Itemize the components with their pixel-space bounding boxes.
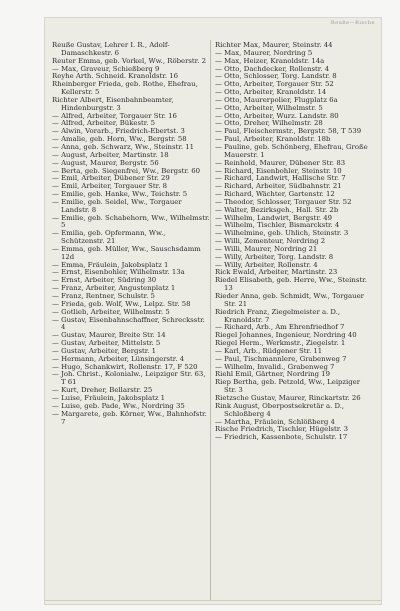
directory-entry: — Kurt, Dreher, Bellarstr. 25	[52, 386, 153, 395]
directory-entry: — Karl, Arb., Rüdgener Str. 11	[215, 346, 323, 355]
directory-entry: — August, Maurer, Bergstr. 56	[52, 158, 159, 167]
running-header: Reuße—Rische	[330, 20, 375, 26]
directory-entry: — Berta, geb. Siegenfrei, Ww., Bergstr. 60	[52, 166, 201, 175]
directory-entry: — Pauline, geb. Schönberg, Ehefrau, Große Mauerstr. 1	[215, 142, 368, 159]
directory-entry: — Richard, Wächter, Gartenstr. 12	[215, 190, 335, 199]
directory-entry: — Franz, Arbeiter, Angustenplatz 1	[52, 284, 176, 293]
directory-entry: — Willy, Arbeiter, Torg. Landstr. 8	[215, 252, 334, 261]
directory-entry: Riegel Johannes, Ingenieur, Nordring 40	[215, 331, 357, 340]
directory-entry: — Richard, Eisenbohler, Steinstr. 10	[215, 166, 342, 175]
directory-entry: Richter Max, Maurer, Steinstr. 44	[215, 41, 333, 49]
directory-entry: — Friedrich, Kassenbote, Schulstr. 17	[215, 433, 348, 442]
directory-entry: — Martha, Fräulein, Schlößberg 4	[215, 417, 335, 426]
directory-entry: Reuße Gustav, Lehrer I. R., Adolf-Damaschkestr. 6	[52, 41, 170, 57]
directory-entry: — Hermann, Arbeiter, Lünsingerstr. 4	[52, 354, 185, 363]
directory-entry: — Gustav, Arbeiter, Bergstr. 1	[52, 346, 157, 355]
directory-entry: — Willy, Arbeiter, Rollenstr. 4	[215, 260, 318, 269]
directory-entry: Riehl Emil, Gärtner, Nordring 19	[215, 370, 330, 379]
directory-entry: — Richard, Arbeiter, Südbahnstr. 21	[215, 182, 342, 191]
directory-entry: Reyhe Arth. Schneid. Kranoldstr. 16	[52, 72, 178, 81]
directory-entry: — Wilhelm, Tischler, Bismarckstr. 4	[215, 221, 340, 230]
directory-entry: — Max, Maurer, Nordring 5	[215, 48, 313, 57]
directory-entry: — Frieda, geb. Wolf, Ww., Lelpz. Str. 58	[52, 299, 191, 308]
directory-entry: — Emilia, geb. Opfermann, Ww., Schützenstr. 21	[52, 229, 166, 246]
directory-entry: — Otto, Schlosser, Torg. Landstr. 8	[215, 72, 337, 81]
directory-entry: — Max, Graveur, Schießberg 9	[52, 64, 160, 73]
directory-entry: — Luise, geb. Pade, Ww., Nordring 35	[52, 401, 185, 410]
directory-entry: — Alfred, Arbeiter, Torgauer Str. 16	[52, 111, 177, 120]
directory-entry: — Paul, Tischmannlere, Grabenweg 7	[215, 354, 347, 363]
directory-entry: — Gustav, Maurer, Breite Str. 14	[52, 331, 166, 340]
directory-entry: — Franz, Rentner, Schulstr. 5	[52, 292, 155, 300]
directory-entry: Rische Friedrich, Tischler, Hügelstr. 3	[215, 425, 349, 434]
directory-entry: — Emma, Fräulein, Jakobsplatz 1	[52, 260, 169, 269]
directory-entry: Rink August, Oberpostsekretär a. D., Schloßberg 4	[215, 401, 345, 418]
directory-entry: — Gustav, Eisenbahnschaffner, Schrecksstr. 4	[52, 315, 205, 332]
directory-entry: — Wilhelmine, geb. Uhlich, Steinstr. 3	[215, 229, 349, 238]
directory-entry: — Wilhelm, Landwirt, Bergstr. 49	[215, 213, 332, 222]
directory-entry: — Otto, Arbeiter, Torgauer Str. 52	[215, 80, 334, 89]
directory-entry: — Emil, Arbeiter, Torgauer Str. 8	[52, 182, 167, 191]
directory-entry: Riedel Elisabeth, geb. Herre, Ww., Steinstr. 13	[215, 276, 367, 293]
directory-entry: — Emilie, geb. Seidel, Ww., Torgauer Landstr. 8	[52, 197, 182, 214]
directory-entry: — Otto, Arbeiter, Wurz. Landstr. 80	[215, 111, 339, 120]
right-column	[215, 42, 373, 442]
directory-entry: Rheinberger Frieda, geb. Rothe, Ehefrau, Kellerstr. 5	[52, 80, 198, 97]
directory-entry: — Gustav, Arbeiter, Mittelstr. 5	[52, 339, 161, 348]
directory-entry: — Willi, Maurer, Nordring 21	[215, 244, 318, 253]
directory-entry: — Joh. Christ., Kolonialw., Leipziger Str. 63, T 61	[52, 370, 206, 387]
directory-entry: — Otto, Arbeiter, Kranoldstr. 14	[215, 88, 327, 97]
directory-entry: — Emilie, geb. Schabehorn, Ww., Wilhelmstr. 5	[52, 213, 210, 230]
directory-entry: — Emilie, geb. Hanke, Ww., Teichstr. 5	[52, 190, 188, 199]
column-divider	[210, 40, 211, 600]
left-column	[52, 42, 210, 426]
directory-entry: — Paul, Fleischermstr., Bergstr. 58, T 539	[215, 127, 362, 136]
directory-entry: — Hugo, Schankwirt, Rollenstr. 17, F 520	[52, 362, 198, 371]
directory-entry: — Amalie, geb. Horn, Ww., Bergstr. 58	[52, 135, 187, 144]
directory-entry: — Otto, Dreher, Wilhelmstr. 28	[215, 119, 323, 128]
directory-entry: — Gotlieb, Arbeiter, Wilhelmstr. 5	[52, 307, 170, 316]
directory-entry: — Ernst, Eisenbohler, Wilhelmstr. 13a	[52, 268, 185, 277]
directory-entry: — Margarete, geb. Körner, Ww., Bahnhofstr. 7	[52, 409, 207, 426]
directory-entry: — Richard, Arb., Am Ehrenfriedhof 7	[215, 323, 345, 332]
directory-entry: Reuter Emma, geb. Vorkel, Ww., Röberstr. 2	[52, 56, 206, 65]
directory-entry: Rieder Anna, geb. Schmidt, Ww., Torgauer Str. 21	[215, 292, 364, 308]
directory-entry: — Alwin, Vorarb., Friedrich-Ebertst. 3	[52, 127, 185, 136]
directory-entry: — Otto, Arbeiter, Wilhelmstr. 5	[215, 103, 323, 112]
directory-entry: — Anna, geb. Schwarz, Ww., Steinstr. 11	[52, 142, 194, 151]
directory-entry: — Richard, Landwirt, Hallische Str. 7	[215, 174, 346, 183]
directory-entry: — August, Arbeiter, Martinstr. 18	[52, 150, 169, 159]
directory-entry: Rick Ewald, Arbeiter, Martinstr. 23	[215, 268, 338, 277]
directory-entry: — Emil, Arbeiter, Dübener Str. 29	[52, 174, 170, 183]
directory-page	[45, 18, 381, 604]
directory-entry: — Emma, geb. Müller, Ww., Sauschsdamm 12d	[52, 244, 201, 261]
directory-entry: Richter Albert, Eisenbahnbeamter, Hindenburgstr. 3	[52, 95, 174, 112]
directory-entry: — Paul, Arbeiter, Kranoldstr. 18b	[215, 135, 331, 144]
directory-entry: — Otto, Dachdecker, Rollenstr. 4	[215, 64, 330, 73]
directory-entry: — Otto, Maurerpolier, Flugplatz 6a	[215, 95, 338, 104]
directory-entry: — Wilhelm, Invalid., Grabenweg 7	[215, 362, 335, 371]
directory-entry: — Theodor, Schlosser, Torgauer Str. 52	[215, 197, 352, 206]
directory-entry: Rietzsche Gustav, Maurer, Rinckartstr. 26	[215, 393, 361, 402]
directory-entry: — Max, Heizer, Kranoldstr. 14a	[215, 56, 325, 65]
directory-entry: — Luise, Fräulein, Jakobsplatz 1	[52, 393, 166, 402]
directory-entry: Riedrich Franz, Ziegelmeister a. D., Kranoldstr. 7	[215, 307, 341, 324]
directory-entry: — Ernst, Arbeiter, Südring 30	[52, 276, 157, 285]
bottom-rule	[45, 600, 381, 601]
directory-entry: — Walter, Bezirksgeh., Hall. Str. 2b	[215, 205, 339, 214]
directory-entry: — Willi, Zementeur, Nordring 2	[215, 237, 326, 246]
directory-entry: Riep Bertha, geb. Petzold, Ww., Leipziger Str. 3	[215, 378, 361, 395]
directory-entry: — Reinhold, Maurer, Dübener Str. 83	[215, 158, 346, 167]
directory-entry: Riegel Herm., Werkmstr., Ziegelstr. 1	[215, 339, 346, 348]
directory-entry: — Alfred, Arbeiter, Bükestr. 5	[52, 119, 156, 128]
